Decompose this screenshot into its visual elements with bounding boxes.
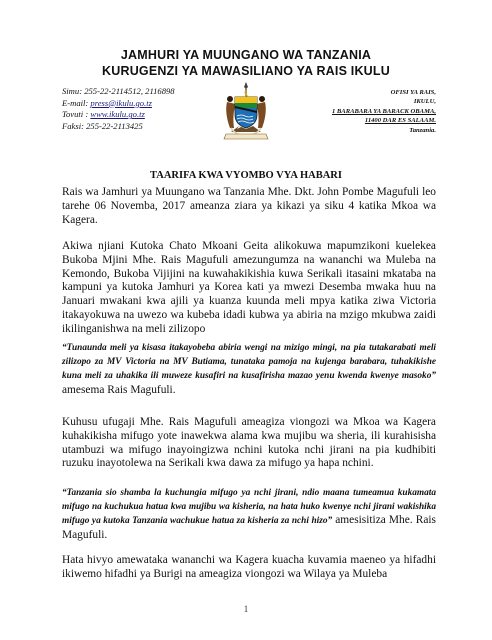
- email-link[interactable]: press@ikulu.go.tz: [90, 97, 152, 108]
- header-line-2: KURUGENZI YA MAWASILIANO YA RAIS IKULU: [102, 64, 390, 78]
- quote-2-text: “Tanzania sio shamba la kuchungia mifugo ya nchi jirani, ndio maana tumeamua kukamata mifugo na kuchukua hatua kwa mujibu wa kisheria, na hata huko kwenye nchi jirani wakishika mifugo ya kutoka Tanzania wachukue hatua za kisheria za nchi hizo”: [62, 488, 436, 527]
- document-title: TAARIFA KWA VYOMBO VYA HABARI: [150, 170, 342, 181]
- paragraph-4: Hata hivyo amewataka wananchi wa Kagera kuacha kuvamia maeneo ya hifadhi ikiwemo hifadhi ya Burigi na ameagiza viongozi wa Wilaya ya Muleba: [62, 554, 436, 580]
- header-line-1: JAMHURI YA MUUNGANO WA TANZANIA: [120, 48, 372, 62]
- paragraph-3: Kuhusu ufugaji Mhe. Rais Magufuli ameagiza viongozi wa Mkoa wa Kagera kuhakikisha mifugo yote inawekwa alama kwa mujibu wa sheria, ili kurahisisha utambuzi wa mifugo inayoingizwa nchini kutoka nchi jirani na pia kudhibiti ruzuku inayotolewa na Serikali kwa dawa za mifugo ya hapa nchini.: [62, 416, 436, 470]
- contact-right-block: [296, 88, 436, 135]
- website-line: [62, 109, 237, 121]
- address-line-1: OFISI YA RAIS,: [390, 89, 436, 96]
- email-line: [62, 98, 237, 110]
- address-line-4: 11400 DAR ES SALAAM.: [364, 117, 436, 125]
- tanzania-coat-of-arms-icon: [221, 82, 271, 140]
- phone-line: Simu: 255-22-2114512, 2116898: [62, 86, 175, 96]
- quote-2-attribution: amesisitiza Mhe. Rais Magufuli.: [62, 514, 436, 541]
- contact-left-block: [62, 86, 237, 132]
- paragraph-1: Rais wa Jamhuri ya Muungano wa Tanzania Mhe. Dkt. John Pombe Magufuli leo tarehe 06 Novemba, 2017 ameanza ziara ya kikazi ya siku 4 katika Mkoa wa Kagera.: [62, 186, 436, 226]
- email-label: E-mail:: [62, 97, 91, 108]
- quote-1-attribution: amesema Rais Magufuli.: [62, 383, 176, 396]
- quote-1-text: “Tunaunda meli ya kisasa itakayobeba abiria wengi na mizigo mingi, na pia tutakarabati meli zilizopo za MV Victoria na MV Butiama, tunataka pamoja na kujenga barabara, tuhakikishe kuna meli za uhakika ili muweze kusafiri na kusafirisha mazao yenu kwenda kwenye masoko”: [62, 343, 436, 382]
- quote-1: [62, 342, 436, 398]
- website-link[interactable]: www.ikulu.go.tz: [90, 109, 145, 120]
- address-line-2: IKULU,: [413, 98, 436, 106]
- page-number: 1: [243, 604, 249, 614]
- quote-2: [62, 487, 436, 543]
- address-line-3: 1 BARABARA YA BARACK OBAMA,: [331, 107, 436, 115]
- paragraph-2: Akiwa njiani Kutoka Chato Mkoani Geita alikokuwa mapumzikoni kuelekea Bukoba Mjini Mhe. Rais Magufuli amezungumza na wananchi wa Muleba na Kemondo, Bukoba Vijijini na kuwahakikishia kuwa Serikali itasaini mkataba na kampuni ya kutoka Jamhuri ya Korea kati ya mwezi Desemba mwaka huu na Januari mwakani kwa ajili ya kuanza kuunda meli mpya katika ziwa Victoria itakayokuwa na uwezo wa kubeba idadi kubwa ya abiria na mzigo mkubwa zaidi ikilinganishwa na meli zilizopo: [62, 240, 436, 335]
- website-label: Tovuti :: [62, 109, 91, 120]
- address-line-5: Tanzania.: [409, 126, 436, 134]
- fax-line: Faksi: 255-22-2113425: [62, 120, 143, 131]
